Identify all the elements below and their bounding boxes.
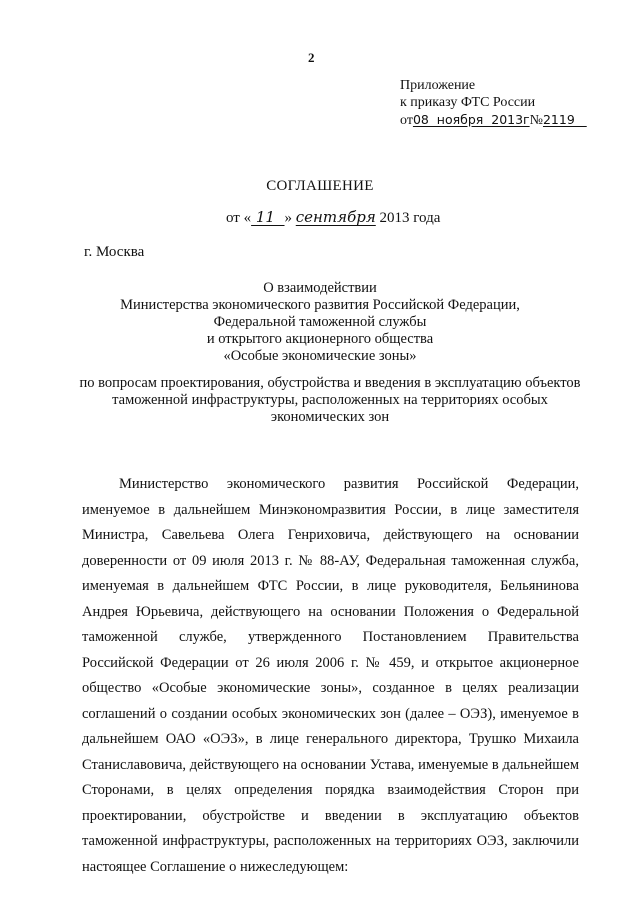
date-day-handwritten: 11 [251,208,285,226]
appendix-order-date: 08 ноября 2013г [412,112,530,127]
agreement-scope [60,375,600,426]
scope-line: по вопросам проектирования, обустройства и введения в эксплуатацию объектов [79,375,581,391]
appendix-label: Приложение [400,78,476,93]
date-prefix: от « [226,210,252,226]
appendix-order-ref: к приказу ФТС России [400,95,536,110]
subject-line: «Особые экономические зоны» [223,348,417,364]
date-mid: » [284,210,296,226]
scope-line: экономических зон [270,409,390,425]
subject-line: Министерства экономического развития Российской Федерации, [120,297,520,313]
subject-line: и открытого акционерного общества [206,331,434,347]
page-number: 2 [308,50,315,65]
appendix-order-number: 2119 [542,112,587,127]
subject-line: Федеральной таможенной службы [213,314,427,330]
agreement-subject [60,280,580,365]
date-suffix: 2013 года [375,210,441,226]
appendix-order-date-line [400,111,587,129]
agreement-date [226,208,440,227]
subject-line: О взаимодействии [263,280,377,296]
appendix-number-sign: № [529,113,543,128]
document-title: СОГЛАШЕНИЕ [266,178,374,194]
date-month-handwritten: сентября [295,208,376,226]
city: г. Москва [84,244,145,260]
preamble-paragraph: Министерство экономического развития Российской Федерации, именуемое в дальнейшем Минэкономразвития России, в лице заместителя Министра, Савельева Олега Генриховича, действующего на основании доверенности от 09 июля 2013 г. № 88-АУ, Федеральная таможенная служба, именуемая в дальнейшем ФТС России, в лице руководителя, Бельянинова Андрея Юрьевича, действующего на основании Положения о Федеральной таможенной службе, утвержденного Постановлением Правительства Российской Федерации от 26 июля 2006 г. № 459, и открытое акционерное общество «Особые экономические зоны», созданное в целях реализации соглашений о создании особых экономических зон (далее – ОЭЗ), именуемое в дальнейшем ОАО «ОЭЗ», в лице генерального директора, Трушко Михаила Станиславовича, действующего на основании Устава, именуемые в дальнейшем Сторонами, в целях определения порядка взаимодействия Сторон при проектировании, обустройстве и введении в эксплуатацию объектов таможенной инфраструктуры, расположенных на территориях ОЭЗ, заключили настоящее Соглашение о нижеследующем: [82,476,579,875]
scope-line: таможенной инфраструктуры, расположенных на территориях особых [112,392,548,408]
appendix-block [400,77,587,129]
appendix-from-prefix: от [400,113,413,128]
